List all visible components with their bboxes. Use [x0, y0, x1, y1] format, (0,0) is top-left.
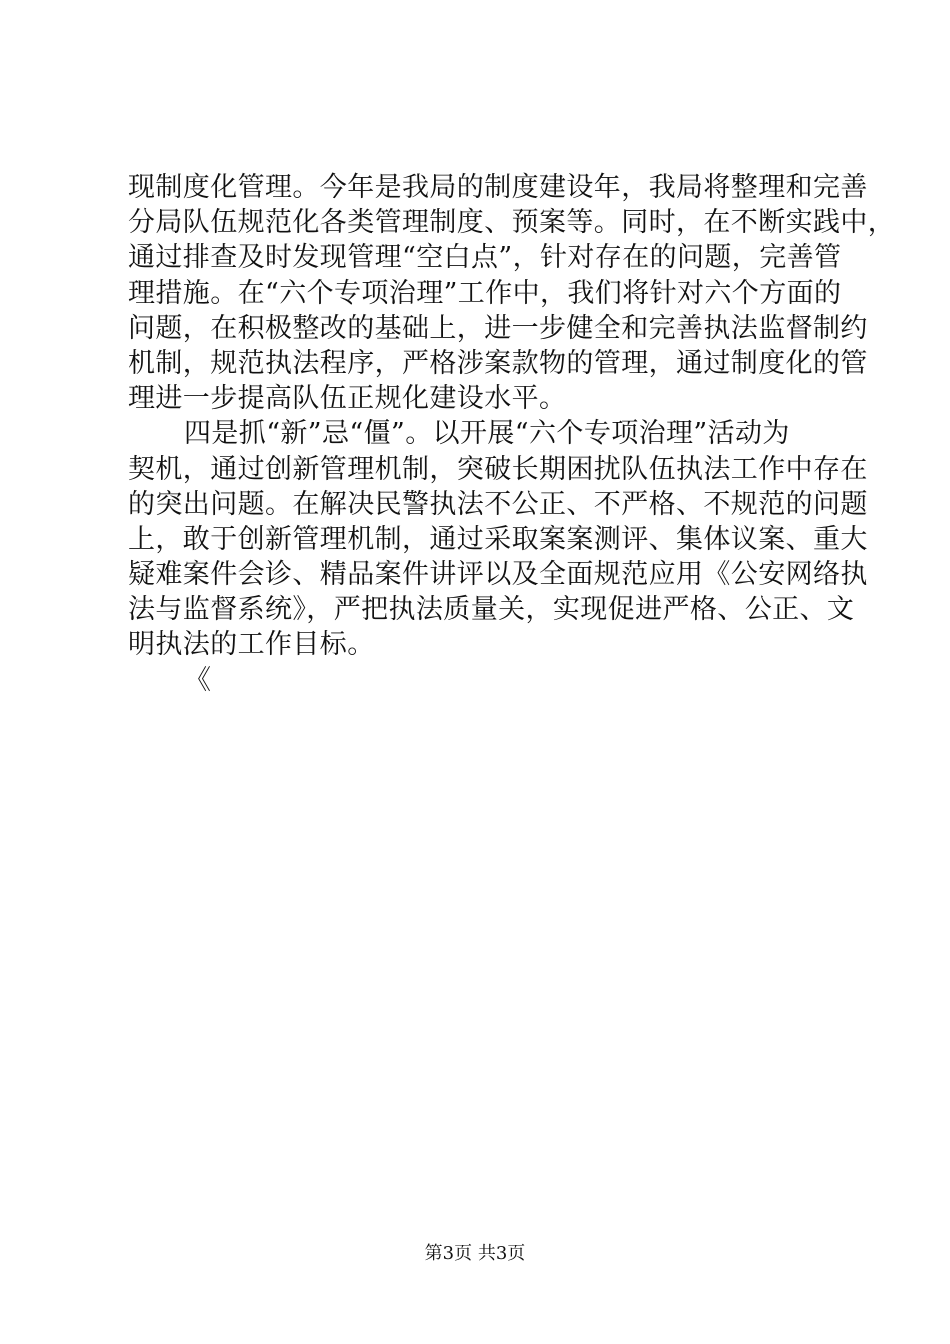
text-line: 疑难案件会诊、精品案件讲评以及全面规范应用《公安网络执	[128, 559, 868, 591]
trailing-bracket-line: 《	[184, 664, 212, 696]
text-line: 契机，通过创新管理机制，突破长期困扰队伍执法工作中存在	[128, 453, 868, 485]
text-line: 分局队伍规范化各类管理制度、预案等。同时，在不断实践中，	[128, 207, 896, 239]
text-line: 上，敢于创新管理机制，通过采取案案测评、集体议案、重大	[128, 523, 868, 555]
text-line: 问题，在积极整改的基础上，进一步健全和完善执法监督制约	[128, 312, 868, 344]
text-line: 的突出问题。在解决民警执法不公正、不严格、不规范的问题	[128, 488, 868, 520]
body-text	[128, 170, 896, 698]
page-footer: 第3页 共3页	[424, 1243, 526, 1264]
text-line: 机制，规范执法程序，严格涉案款物的管理，通过制度化的管	[128, 347, 868, 379]
text-line: 理措施。在“六个专项治理”工作中，我们将针对六个方面的	[128, 277, 842, 309]
text-line: 通过排查及时发现管理“空白点”，针对存在的问题，完善管	[128, 242, 842, 274]
text-line: 法与监督系统》，严把执法质量关，实现促进严格、公正、文	[128, 594, 855, 626]
text-line: 现制度化管理。今年是我局的制度建设年，我局将整理和完善	[128, 172, 868, 203]
text-line: 明执法的工作目标。	[128, 629, 375, 661]
text-line: 理进一步提高队伍正规化建设水平。	[128, 383, 567, 415]
paragraph-start-line: 四是抓“新”忌“僵”。以开展“六个专项治理”活动为	[184, 418, 790, 450]
